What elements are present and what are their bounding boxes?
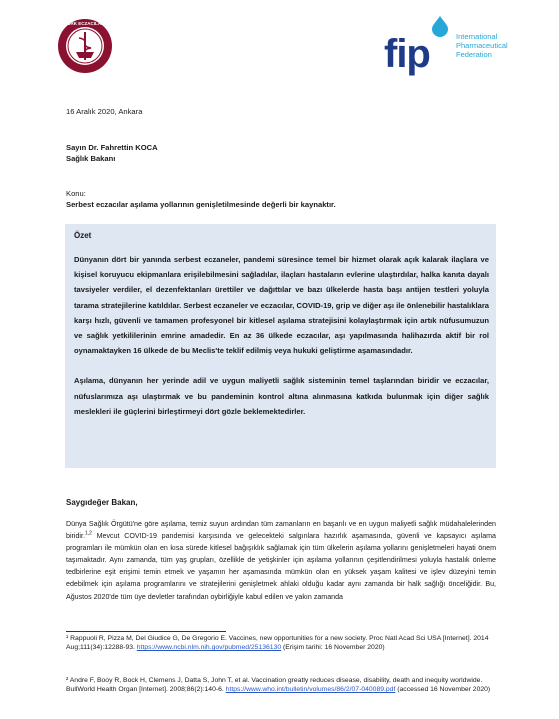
svg-text:TÜRK ECZACILARI: TÜRK ECZACILARI <box>64 21 106 26</box>
footnote-2 <box>66 676 496 695</box>
fip-sub-line: International <box>456 32 498 41</box>
recipient-name: Sayın Dr. Fahrettin KOCA <box>66 143 158 152</box>
footnote-divider <box>66 631 226 632</box>
letter-date: 16 Aralık 2020, Ankara <box>66 107 143 116</box>
footnote-1 <box>66 634 496 653</box>
footnote-text: ¹ Rappuoli R, Pizza M, Del Giudice G, De Gregorio E. Vaccines, new opportunities for a new society. Proc Natl Acad Sci USA [Internet]. 2014 Aug;111(34):12288-93. <box>66 635 489 652</box>
fip-logo <box>384 14 534 80</box>
subject-block <box>66 188 336 210</box>
recipient-title: Sağlık Bakanı <box>66 154 116 163</box>
summary-title: Özet <box>74 231 92 240</box>
body-text: Dünya Sağlık Örgütü'ne göre aşılama, temiz suyun ardından tüm zamanların en başarılı ve en uygun maliyetli sağlık müdahalelerinden biridir. <box>66 520 496 541</box>
summary-paragraph: Aşılama, dünyanın her yerinde adil ve uygun maliyetli sağlık sisteminin temel taşlarından biridir ve eczacılar, nüfuslarımıza aşı ulaştırmak ve bu pandeminin kontrol altına alınmasına katkıda bulunmak için diğer sağlık meslekleri ile güçlerini birleştirmeyi dört gözle beklemektedirler. <box>74 376 489 416</box>
summary-body <box>74 252 489 434</box>
footnote-reference[interactable]: 1,2 <box>84 530 92 537</box>
fip-logo-subtitle <box>456 32 508 59</box>
summary-paragraph: Dünyanın dört bir yanında serbest eczaneler, pandemi süresince temel bir hizmet olarak açık kalarak ilaçlara ve kişisel koruyucu ekipmanlara erişilebilmesini sağladılar, ilaçları hastaların evlerine ulaştırdılar, halka kanıta dayalı tavsiyeler verdiler, el dezenfektanları ürettiler ve dağıttılar ve bazı ülkelerde hasta başı antijen testleri yoluyla tarama stratejilerine katıldılar. Serbest eczaneler ve eczacılar, COVID-19, grip ve diğer aşı ile önlenebilir hastalıklara karşı hızlı, güvenli ve tamamen profesyonel bir kitlesel aşılama stratejisini kolaylaştırmak için artık nüfusumuzun ve sağlık yetkililerinin emrine amadedir. En az 36 ülkede eczacılar, aşı yapılmasında halihazırda aktif bir rol oynamaktayken 16 ülkede de bu Meclis'te teklif edilmiş veya hukuki geliştirme aşamasındadır. <box>74 255 489 356</box>
letter-body <box>66 518 496 603</box>
body-text: Mevcut COVID-19 pandemisi karşısında ve gelecekteki salgınlara hazırlık aşamasında, güvenli ve kapsayıcı aşılama programları ile mümkün olan en kısa sürede kitlesel bağışıklık sağlamak için tüm ülkelerin aşılama yollarını genişletmeleri hayati önem taşımaktadır. Aynı zamanda, tüm yaş grupları, özellikle de yetişkinler için aşılama yollarının çeşitlendirilmesi yoluyla hastalık önleme tedbirlerine eşit erişimi temin etmek ve yaşamın her aşamasında mümkün olan en yüksek yaşam kalitesi ve işlev düzeyini temin edebilmek için aşılama programlarını ve stratejilerini genişletmek ahlaki olduğu kadar aynı zamanda bir halk sağlığı önceliğidir. Bu, Ağustos 2020'de tüm üye devletler tarafından oybirliğiyle kabul edilen ve yakın zamanda <box>66 532 496 601</box>
footnote-text: (accessed 16 November 2020) <box>395 686 491 694</box>
footnote-text: (Erişim tarihi: 16 November 2020) <box>281 644 385 652</box>
footnote-link[interactable]: https://www.who.int/bulletin/volumes/86/2/07-040089.pdf <box>225 686 396 694</box>
fip-sub-line: Federation <box>456 50 492 59</box>
fip-logo-text: fip <box>384 32 430 76</box>
footnote-link[interactable]: https://www.ncbi.nlm.nih.gov/pubmed/25136130 <box>136 644 282 652</box>
recipient-block <box>66 142 158 164</box>
organization-seal-logo <box>57 10 113 82</box>
turkish-pharmacists-association-seal-icon <box>57 10 113 82</box>
subject-label: Konu: <box>66 189 86 198</box>
salutation: Saygıdeğer Bakan, <box>66 498 138 507</box>
fip-drop-icon <box>428 14 452 38</box>
fip-sub-line: Pharmaceutical <box>456 41 508 50</box>
subject-text: Serbest eczacılar aşılama yollarının genişletilmesinde değerli bir kaynaktır. <box>66 200 336 209</box>
footnote-text: ² Andre F, Booy R, Bock H, Clemens J, Datta S, John T, et al. Vaccination greatly reduces disease, disability, death and inequity worldwide. BullWorld Health Organ [Internet]. 2008;86(2):140-6. <box>66 677 483 694</box>
summary-box <box>65 224 496 468</box>
